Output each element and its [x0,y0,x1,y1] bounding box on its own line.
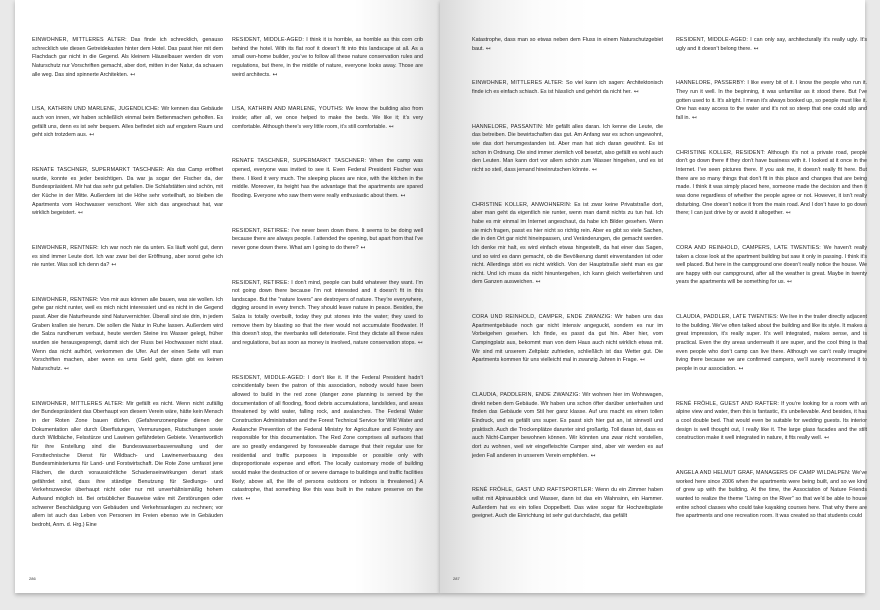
speaker-label: EINWOHNER, RENTNER: [32,296,99,303]
quote-text: Although it’s not a private road, people don’t go down there if they don’t have business with it. I looked at it once in the Internet. I’ve seen pictures there. If you ask me, it doesn’t really fit here. But there are so many things that don’t fit in this place and changes that are being made. I think it was simply placed here, someone made the decision and then it was done regardless of whether the people agree or not. However, it isn’t really disturbing. One doesn’t notice it from the main road. And I don’t have to go down there; I can just drive by or avoid it altogether. [676,149,867,217]
quote-text: Als das Camp eröffnet wurde, konnte es jeder besichtigen. Da war ja sogar der Fischer da, der Bundespräsident. Mir hat das sehr gut gefallen. Die Schlafstätten sind schön, mit der Küche in der Mitte. Außerdem ist die Höhe sehr vorteilhaft, so bleiben die Apartments vom Hochwasser verschont. Wer sich das angeschaut hat, war wirklich begeistert. [32,166,223,217]
end-mark-icon: ↤ [787,279,792,286]
speaker-label: RENATE TASCHNER, SUPERMARKT TASCHNER: [32,166,165,173]
interview-entry [472,391,663,460]
speaker-label: RENATE TASCHNER, SUPERMARKT TASCHNER: [232,158,367,165]
end-mark-icon: ↤ [824,435,829,442]
end-mark-icon: ↤ [591,166,597,173]
quote-text: So viel kann ich sagen: Architektonisch finde ich es einfach schiach. Es ist hässlich und gehört da nicht her. [472,80,663,95]
interview-entry [472,201,663,288]
left-column-english [232,36,423,530]
quote-text: If you’re looking for a room with an alpine view and water, then this is fantastic, it’s unbelievable. And besides, it has a cool double bed. That would even be suitable for wedding guests. Its interior design is well thought out, I really like it. The large glass facades and the stilt construction make it well integrated in nature, it fits really well. [676,400,867,442]
end-mark-icon: ↤ [272,71,278,78]
quote-text: Wir wohnen hier im Wohnwagen, direkt neben dem Gebäude. Wir haben uns schon öfter darüber unterhalten und finden das Gebäude vom Stil her ganz klasse. Auf uns macht es einen tollen Eindruck, und es gefällt uns super. Es passt sich hier gut an, ist sinnvoll und praktisch. Auch die Trockenplätze darunter sind großartig. Toll daran ist, dass es auch Nicht-Camper bewohnen können. Wir könnten uns zwar nicht vorstellen, dort zu wohnen, weil wir eingefleischte Camper sind, aber wir werden es auf jeden Fall anderen in unserem Verein empfehlen. [472,392,663,459]
quote-text: We live in the trailer directly adjacent to the building. We’ve often talked about the building and like its style. It makes a great impression, it’s really super. It’s well integrated, makes sense, and is practical. Even the dry areas underneath it are super, and the cool thing is that even people who don’t camp can live there. Although we can’t really imagine living there because we are confirmed campers, we’ll surely recommend it to people in our association. [676,314,867,373]
interview-entry [472,313,663,365]
quote-text: I don’t mind, people can build whatever they want. I’m not going down there because I’m not interested and it doesn’t fit in this landscape. But the “nature lovers” are destroyers of nature. They’re everywhere, digging around in every trench. They should leave nature in peace. Besides, the Salza is totally overbuilt, today they put stones into the water; they used to remove them by blasting so that the river would not accumulate floodwater. If this doesn’t stop, the riverbanks will deteriorate. First they dictate all these rules and regulations, but as soon as money is involved, nature conservation stops. [232,279,423,347]
speaker-label: RESIDENT, MIDDLE-AGED: [232,37,304,43]
interview-entry [232,279,423,348]
end-mark-icon: ↤ [245,495,251,502]
end-mark-icon: ↤ [388,123,394,130]
right-column-english [676,36,867,547]
speaker-label: CORA AND REINHOLD, CAMPERS, LATE TWENTIES: [676,244,821,251]
interview-entry [232,227,423,253]
quote-text: Es ist zwar keine Privatstraße dort, aber man geht da eigentlich nie runter, wenn man damit nichts zu tun hat. Ich habe es mir einmal im Internet angeschaut, da habe ich Bilder gesehen. Wenn sie mich fragen, passt es hier nicht so richtig rein. Aber es gibt so viele Sachen, die in den Ort gar nicht hineinpassen, und Veränderungen, die gemacht werden. Ich denke mir halt, es wird einfach etwas hingestellt, da hat einer das Sagen, und so wird es dann gemacht, ob die Bevölkerung damit einverstanden ist oder nicht. Allerdings stört es nicht wirklich. Von der Hauptstraße sieht man es gar nicht. Und ich muss da nicht hinuntergehen, ich kann gleich weiterfahren und dem Ganzen ausweichen. [472,201,663,286]
quote-text: I like every bit of it. I know the people who run it. They run it well. In the beginning, it was unfamiliar as it stood there. But I’ve gotten used to it. It’s alright. I mean it’s always booked up, so people must like it. One has easy access to the water and it’s not so steep that one could slip and fall in. [676,80,867,121]
interview-entry [472,36,663,53]
interview-entry [676,244,867,287]
end-mark-icon: ↤ [590,452,596,459]
interview-entry [232,157,423,200]
quote-text: Von mir aus können alle bauen, was sie wollen. Ich gehe gar nicht runter, weil es mich nicht interessiert und es nicht in die Gegend passt. Aber die Naturfreunde sind Naturvernichter. Überall sind sie drin, in jedem Graben krallen sie herum. Die sollen die Natur in Ruhe lassen. Außerdem wird die Salza rundherum verbaut, heute werden Steine ins Wasser gelegt, früher wurden sie herausgesprengt, damit sich der Fluss bei Hochwasser nicht staut. Wenn das nicht aufhört, verkommen die Ufer. Auf der einen Seite will man Vorschriften machen, aber wenn es ums Geld geht, dann gibt es keinen Naturschutz. [32,296,223,373]
end-mark-icon: ↤ [400,192,406,199]
interview-entry [32,244,223,270]
speaker-label: EINWOHNER, MITTLERES ALTER: [32,37,127,43]
quote-text: Mir gefällt alles daran. Ich kenne die Leute, die das betreiben. Die bewirtschaften das gut. Am Anfang war es schon ungewohnt, wie das dort herumgestanden ist. Aber man hat sich daran gewöhnt. Es ist schon in Ordnung. Die sind immer ziemlich voll besetzt, also gefällt es wohl auch den Leuten. Man kann dort vor allem schön zum Wasser hingehen, und es ist nicht so steil, dass jemand hineinrutschen könnte. [472,123,663,173]
quote-text: We haven’t really taken a close look at the apartment building but saw it only in passing. I think it’s well placed. But here in the campground one doesn’t really notice the house. We are happy with our campground, after all the weather is great. Maybe in twenty years the apartments will be something for us. [676,244,868,286]
speaker-label: ANGELA AND HELMUT GRAF, MANAGERS OF CAMP WILDALPEN: [676,470,851,476]
speaker-label: HANNELORE, PASSANTIN: [472,123,544,130]
interview-entry [472,123,663,175]
end-mark-icon: ↤ [753,45,759,52]
page-number-right: 287 [453,576,460,581]
speaker-label: HANNELORE, PASSERBY: [676,80,746,87]
interview-entry [32,105,223,140]
speaker-label: LISA, KATHRIN AND MARLENE, YOUTHS: [232,106,344,113]
end-mark-icon: ↤ [89,132,94,139]
interview-entry [472,486,663,521]
speaker-label: CLAUDIA, PADDLERIN, ENDE ZWANZIG: [472,392,581,399]
speaker-label: RESIDENT, MIDDLE-AGED: [232,374,305,381]
quote-text: I’ve never been down there. It seems to be doing well because there are always people. I attended the opening, but apart from that I’ve never gone down there. What am I going to do there? [232,227,424,251]
page-number-left: 286 [29,576,36,581]
quote-text: Wir haben uns das Apartmentgebäude noch gar nicht intensiv angeguckt, sondern es nur im Vorbeigehen gesehen. Ich finde, es passt da gut hin. Aber hier, vom Campingplatz aus, bekommt man von dem Haus auch nicht wirklich etwas mit. Wir sind mit unserem Zeltplatz zufrieden, schließlich ist das Wetter gut. Die Apartments kommen für uns vielleicht mal in zwanzig Jahren in Frage. [472,314,664,364]
end-mark-icon: ↤ [691,114,697,121]
interview-entry [32,36,223,79]
quote-text: When the camp was opened, everyone was invited to see it. Even Federal President Fischer was there. I liked it very much. The sleeping places are nice, with the kitchen in the middle. Moreover, its height has the advantage that the apartments are spared flooding. Everyone who saw them were really enthusiastic about them. [232,158,423,199]
interview-entry [676,79,867,122]
quote-text: Ich war noch nie da unten. Es läuft wohl gut, denn es sind immer Leute dort. Ich war zwar bei der Eröffnung, aber sonst gehe ich nie runter. Was soll ich denn da? [32,244,223,269]
speaker-label: CORA UND REINHOLD, CAMPER, ENDE ZWANZIG: [472,314,613,321]
end-mark-icon: ↤ [111,262,116,269]
speaker-label: CLAUDIA, PADDLER, LATE TWENTIES: [676,314,779,321]
speaker-label: EINWOHNER, MITTLERES ALTER: [472,80,564,87]
end-mark-icon: ↤ [640,357,645,364]
speaker-label: EINWOHNER, MITTLERES ALTER: [32,400,124,407]
interview-entry [676,400,867,443]
speaker-label: RENÉ FRÖHLE, GAST UND RAFTSPORTLER: [472,487,594,494]
end-mark-icon: ↤ [417,340,423,347]
right-page [440,0,868,593]
speaker-label: LISA, KATHRIN UND MARLENE, JUGENDLICHE: [32,106,160,113]
speaker-label: RESIDENT, RETIREE: [232,227,290,234]
quote-text: Das finde ich schrecklich, genauso schrecklich wie diesen Getreidekasten hinter dem Hotel. Das passt hier mit dem Flachdach gar nicht in die Gegend. Als kleinem Häuselbauer werden dir vom Naturschutz nur Vorschriften gemacht, aber dort, mitten in der Natur, da schauen alle weg. Das sind spinnerte Architekten. [32,37,223,78]
end-mark-icon: ↤ [130,71,135,78]
end-mark-icon: ↤ [738,366,744,373]
quote-text: We know the building also from inside; after all, we once helped to make the beds. We like it; it’s very comfortable. Although there’s very little room, it’s still comfortable. [232,106,423,130]
quote-text: I don’t like it. If the Federal President hadn’t coincidentally been the patron of this association, nobody would have been allowed to build in the red zone (danger zone planning is served by the documentation of all flooding, flood debris accumulations, landslides, and areas threatened by wild water, falling rock, and avalanches. The Federal Water Construction Administration and the Forest Technical Service for Wild Water and Avalanche Prevention of the Federal Ministry for Agriculture and Forestry are responsible for this documentation. The Red Zone comprises all surfaces that are so greatly endangered by foreseeable damage that their regular use for residential and traffic purposes is impossible or possible only with disproportionate expense and effort. The locally customary mode of building would make the destruction of or severe damage to buildings and traffic facilities likely; above all, the life of persons outdoors or indoors is threatened.) A catastrophe, that something like this was built in the nature preserve on the river. [232,374,423,502]
interview-entry [676,36,867,53]
speaker-label: CHRISTINE KOLLER, ANWOHNERIN: [472,201,572,208]
interview-entry [676,149,867,218]
speaker-label: RESIDENT, MIDDLE-AGED: [676,37,749,43]
left-page [15,0,440,593]
interview-entry [232,36,423,79]
right-column-german [472,36,663,547]
interview-entry [232,105,423,131]
quote-text: Wir kennen das Gebäude auch von innen, wir haben schließlich einmal beim Bettenmachen geholfen. Es gefällt uns, denn es ist sehr bequem. Alles befindet sich auf engstem Raum und geht sich trotzdem aus. [32,106,223,139]
speaker-label: CHRISTINE KOLLER, RESIDENT: [676,149,766,156]
end-mark-icon: ↤ [360,244,366,251]
interview-entry [32,400,223,530]
end-mark-icon: ↤ [785,210,791,217]
quote-text: I think it is horrible, as horrible as this corn crib behind the hotel. With its flat roof it doesn’t fit into this landscape at all. As a small own-home builder, you’ve to follow all these nature conservation rules and regulations, but there, in the middle of nature, everyone looks away. Those are weird architects. [232,37,424,78]
end-mark-icon: ↤ [64,366,69,373]
interview-entry [32,166,223,218]
quote-text: We’ve worked here since 2006 when the apartments were being built, and so we kind of grew up with the building. At the time, the Association of Nature Friends wanted to realize the theme “Living on the River” so that we’d be able to house entire school classes who could take kayaking courses here. That why there are five apartments and one recreation room. It was created so that students could [676,470,867,520]
quote-text: Wenn du ein Zimmer haben willst mit Alpinausblick und Wasser, dann ist das ein Wahnsinn, ein Hammer. Außerdem hat es ein tolles Doppelbett. Das wäre sogar für Hochzeitsgäste geeignet. Auch die Einrichtung ist sehr gut durchdacht, das gefällt [472,487,663,520]
quote-text: Mir gefällt es nicht. Wenn nicht zufällig der Bundespräsident das Oberhaupt von diesem Verein wäre, hätte kein Mensch in der Roten Zone bauen dürfen. (Gefahrenzonenpläne dienen der Dokumentation aller durch Überflutungen, Vermurungen, Rutschungen sowie durch Wildbäche, Felsstürze und Lawinen gefährdeten Gebiete. Verantwortlich für ihre Erstellung sind die Bundeswasserbauverwaltung und der Forsttechnische Dienst für Wildbach- und Lawinenverbauung des Bundesministeriums für Land- und Forstwirtschaft. Die Rote Zone umfasst jene Flächen, die durch voraussichtliche Schadenseinwirkungen derart stark gefährdet sind, dass ihre ständige Benutzung für Siedlungs- und Verkehrszwecke überhaupt nicht oder nur mit unverhältnismäßig hohem Aufwand möglich ist. Bei ortsüblicher Bauweise wäre mit Zerstörungen oder schwerer Beschädigung von Gebäuden und Verkehrsanlagen zu rechnen; vor allem ist auch das Leben von Personen im Freien ebenso wie in Gebäuden bedroht, Anm. d. Hrg.) Eine [32,400,224,528]
interview-entry [676,313,867,374]
end-mark-icon: ↤ [485,45,491,52]
end-mark-icon: ↤ [77,210,83,217]
end-mark-icon: ↤ [633,88,639,95]
interview-entry [232,374,423,504]
interview-entry [676,469,867,521]
end-mark-icon: ↤ [535,279,541,286]
speaker-label: EINWOHNER, RENTNER: [32,244,99,251]
speaker-label: RENÉ FRÖHLE, GUEST AND RAFTER: [676,400,780,407]
quote-text: I can only say, architecturally it’s really ugly. It’s ugly and it doesn’t belong there. [676,37,867,52]
quote-text: Katastrophe, dass man so etwas neben dem Fluss in einem Naturschutzgebiet baut. [472,37,663,52]
interview-entry [472,79,663,96]
left-column-german [32,36,223,556]
interview-entry [32,296,223,374]
speaker-label: RESIDENT, RETIREE: [232,279,290,286]
